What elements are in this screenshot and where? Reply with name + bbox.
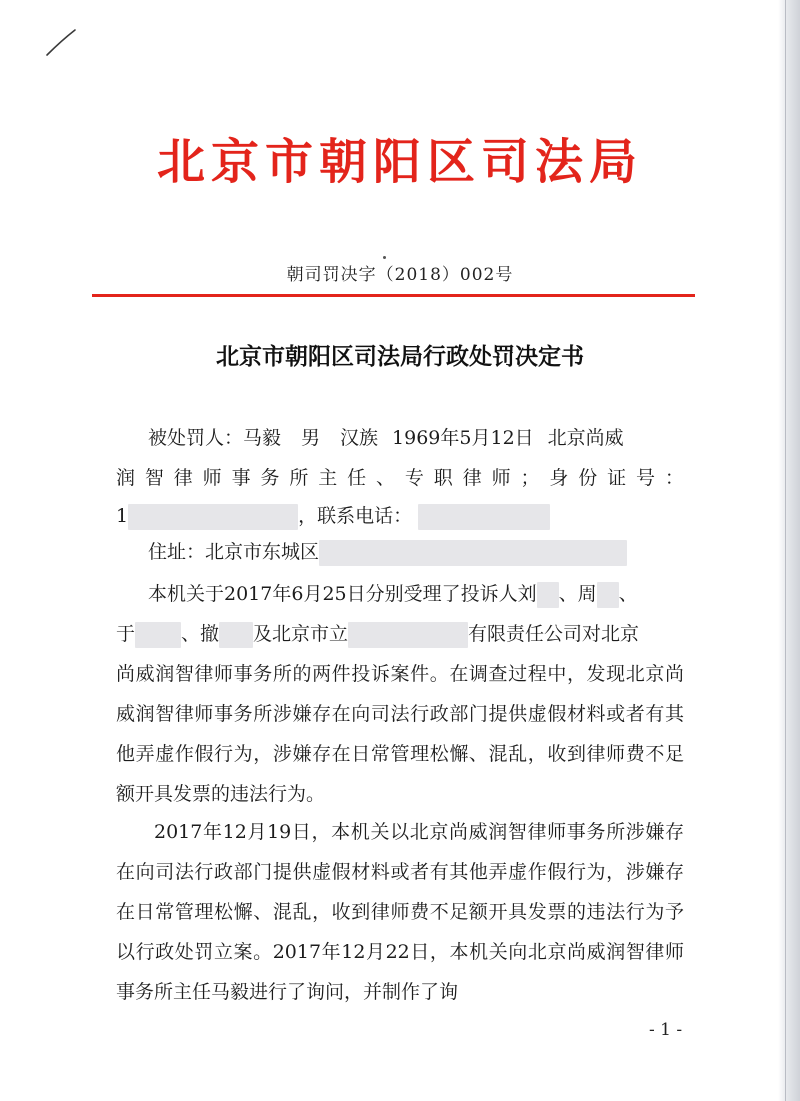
redacted-name: [597, 582, 619, 608]
document-number: 朝司罚决字（2018）002号: [286, 265, 514, 285]
para2-body: 2017年12月19日，本机关以北京尚威润智律师事务所涉嫌存在向司法行政部门提供虚假材料或者有其他弄虚作假行为，涉嫌存在日常管理松懈、混乱，收到律师费不足额开具发票的违法行为予以行政处罚立案。2017年12月22日，本机关向北京尚威润智律师事务所主任马毅进行了询问，并制作了询: [116, 821, 684, 1003]
page-number: - 1 -: [649, 1020, 683, 1040]
redacted-name: [537, 582, 559, 608]
redacted-name: [135, 622, 181, 648]
redacted-id-number: [128, 504, 298, 530]
para1-body: 尚威润智律师事务所的两件投诉案件。在调查过程中，发现北京尚威润智律师事务所涉嫌存在向司法行政部门提供虚假材料或者有其他弄虚作假行为，涉嫌存在日常管理松懈、混乱，收到律师费不足额开具发票的违法行为。: [116, 663, 684, 805]
pen-stroke-mark: [44, 28, 78, 58]
red-divider-line: [92, 294, 695, 297]
redacted-address: [319, 540, 627, 566]
redacted-company-name: [348, 622, 468, 648]
redacted-phone-number: [418, 504, 550, 530]
party-line-2: 润 智 律 师 事 务 所 主 任 、 专 职 律 师 ； 身 份 证 号 ：: [116, 467, 684, 489]
ink-dot: [383, 256, 386, 259]
party-line-1: 被处罚人：马毅 男 汉族 1969年5月12日 北京尚威: [148, 427, 624, 449]
para1-line-2: 于 、撤 及北京市立 有限责任公司对北京: [116, 614, 684, 654]
id-phone-line: 1 ，联系电话：: [116, 496, 684, 536]
redacted-name: [219, 622, 253, 648]
address-line: 住址：北京市东城区: [148, 532, 716, 572]
document-title: 北京市朝阳区司法局行政处罚决定书: [216, 343, 584, 370]
organization-header: 北京市朝阳区司法局: [156, 134, 643, 190]
para1-line-1: 本机关于2017年6月25日分别受理了投诉人刘 、周 、: [148, 574, 716, 614]
